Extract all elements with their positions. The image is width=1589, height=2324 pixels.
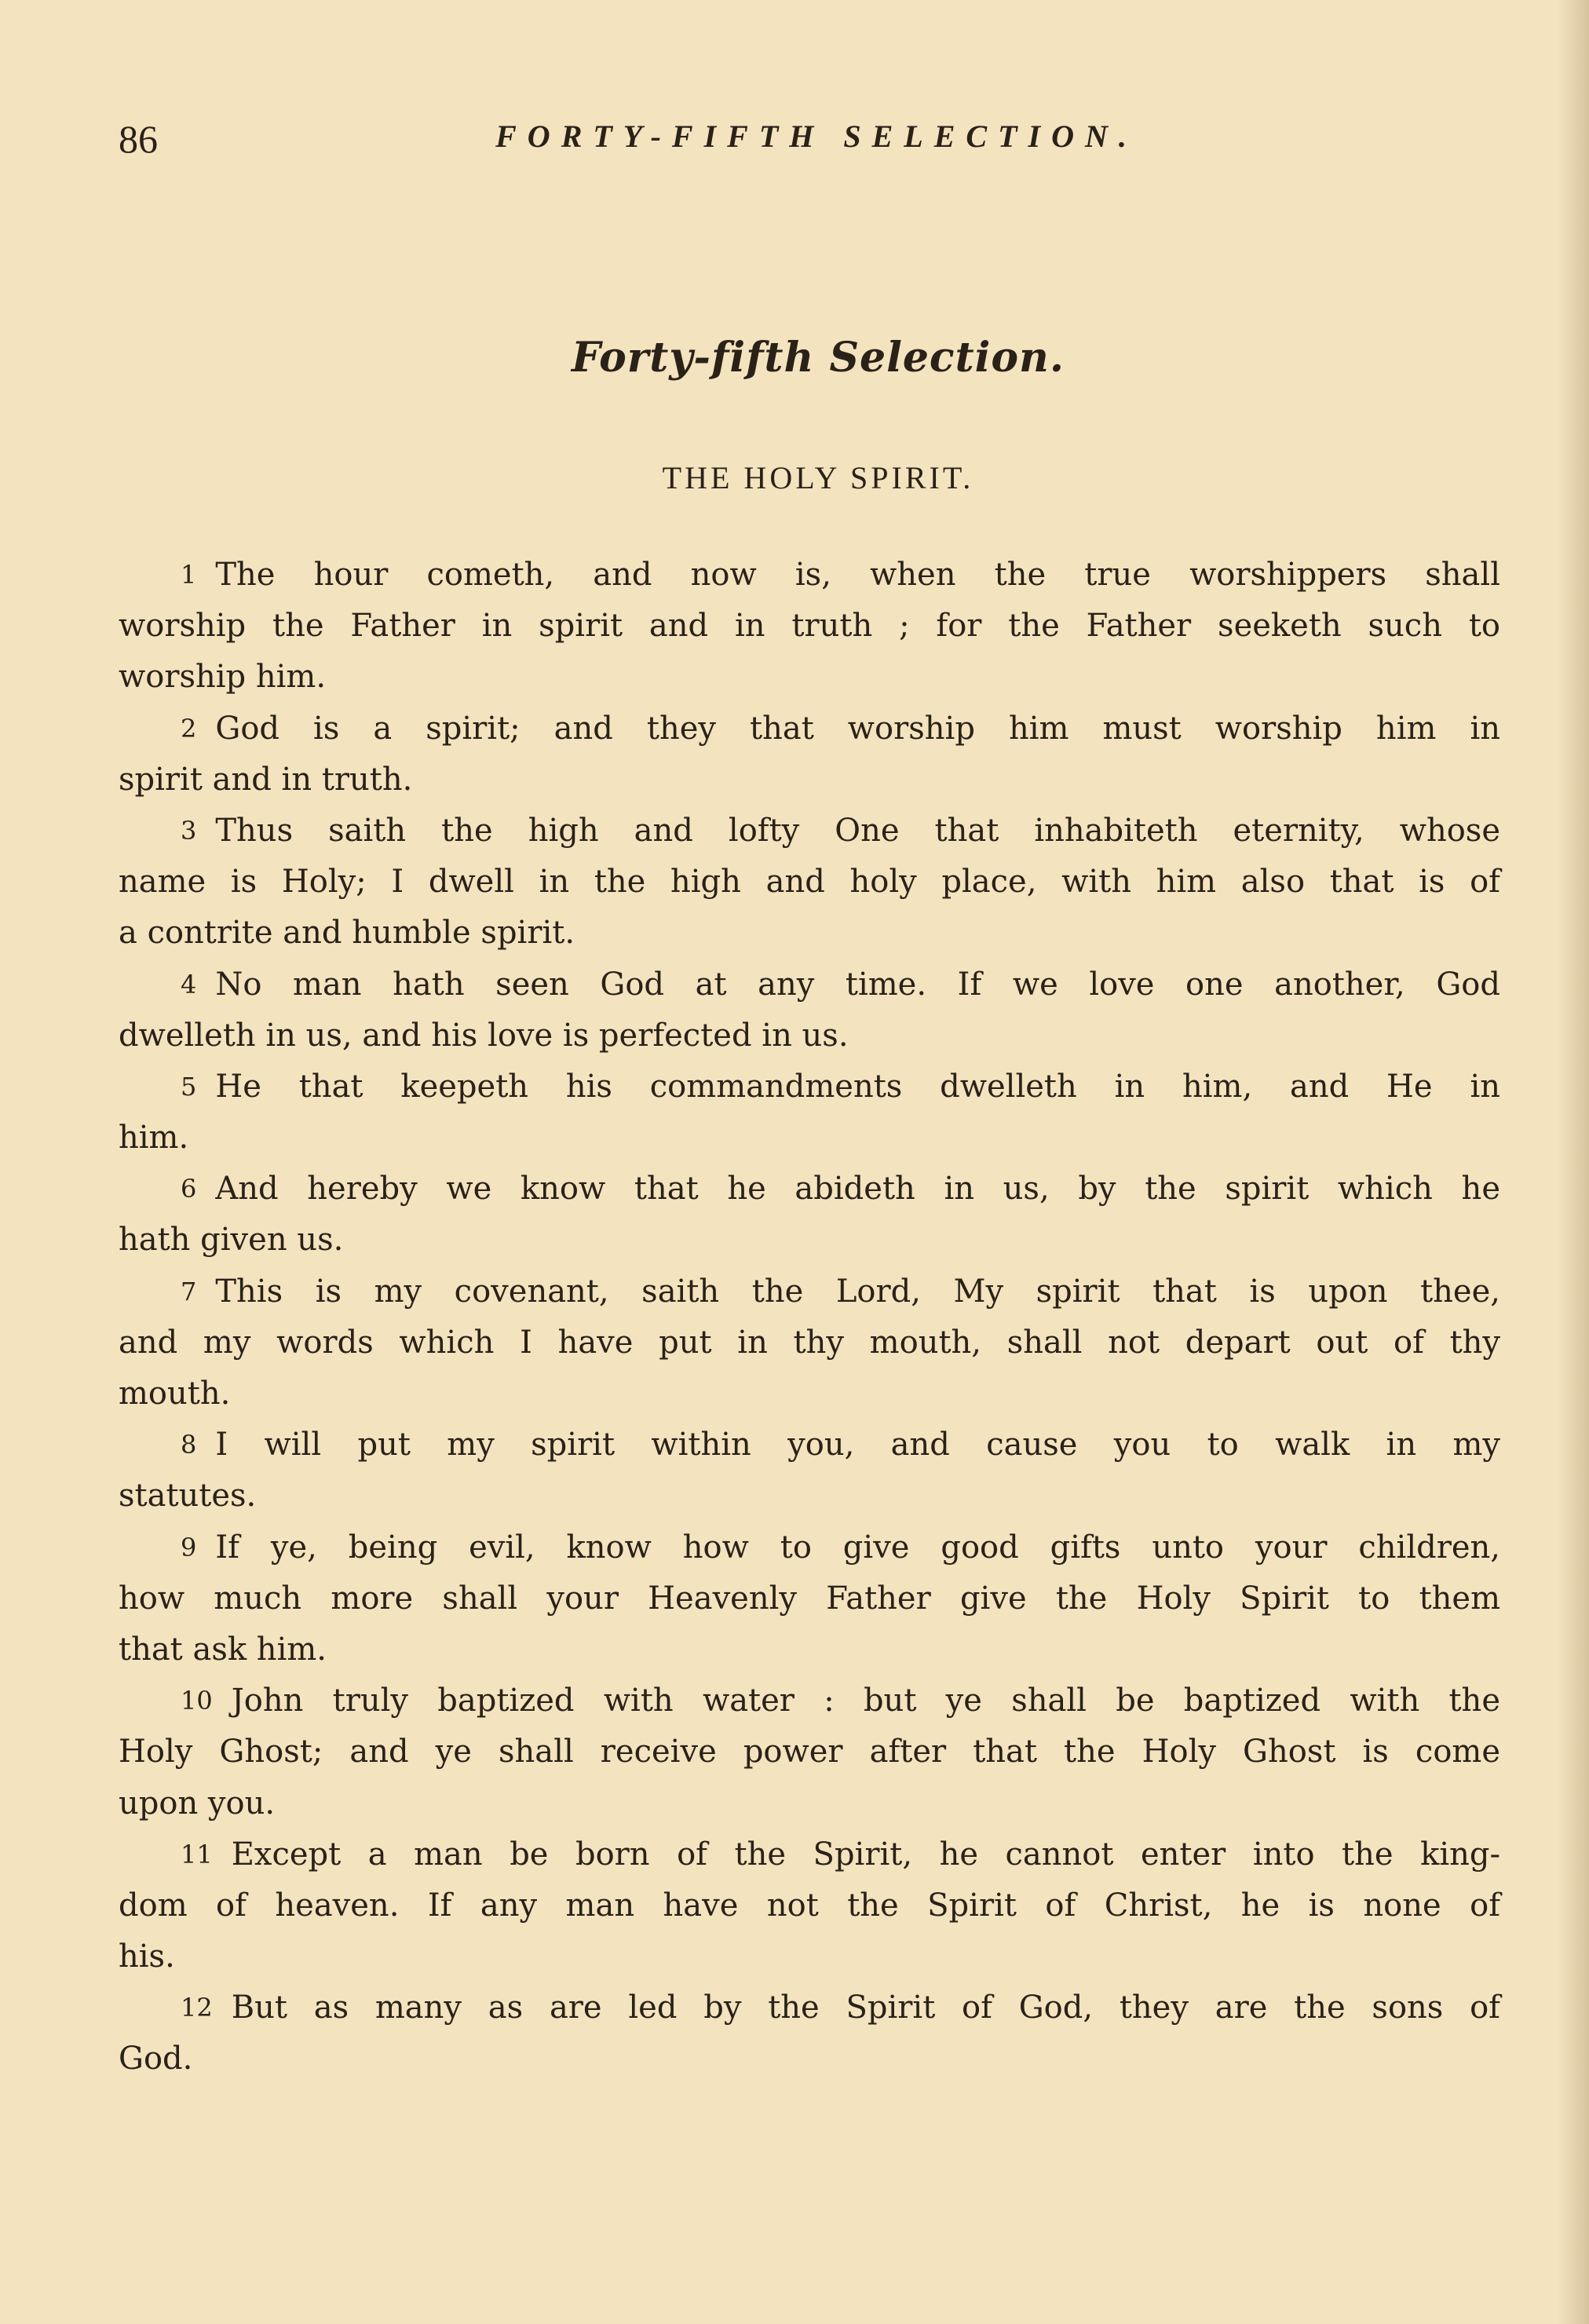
verse-text: his. [119, 1938, 175, 1975]
verse-number: 1 [181, 560, 197, 590]
verse-line [119, 1727, 1500, 1778]
verse-body [119, 550, 1500, 2085]
verse-text: I will put my spirit within you, and cause you to walk in my [215, 1427, 1500, 1463]
verse-text: him. [119, 1120, 189, 1157]
verse-text: And hereby we know that he abideth in us, by the spirit which he [215, 1171, 1500, 1208]
verse-text: God is a spirit; and they that worship him must worship him in [215, 710, 1500, 747]
verse-text: a contrite and humble spirit. [119, 915, 575, 952]
verse-text: upon you. [119, 1785, 276, 1822]
verse-number: 3 [181, 815, 197, 846]
verse-text: John truly baptized with water : but ye shall be baptized with the [231, 1683, 1500, 1719]
selection-subtitle: THE HOLY SPIRIT. [662, 460, 974, 495]
verse-text: spirit and in truth. [119, 761, 413, 798]
verse-text: hath given us. [119, 1222, 344, 1259]
selection-title: Forty-fifth Selection. [572, 334, 1065, 382]
verse-text: He that keepeth his commandments dwelleth in him, and He in [215, 1068, 1500, 1105]
verse-text: worship the Father in spirit and in truth ; for the Father seeketh such to [119, 608, 1500, 645]
verse-text: name is Holy; I dwell in the high and holy place, with him also that is of [119, 864, 1500, 901]
verse-line [119, 1675, 1500, 1727]
verse-line [119, 652, 1500, 703]
verse-line [119, 959, 1500, 1010]
verse-text: mouth. [119, 1376, 231, 1412]
verse-line [119, 1368, 1500, 1420]
verse-line [119, 1982, 1500, 2034]
verse-line [119, 1266, 1500, 1317]
verse-number: 8 [181, 1430, 197, 1460]
verse-text: how much more shall your Heavenly Father give the Holy Spirit to them [119, 1580, 1500, 1617]
verse-line [119, 1113, 1500, 1164]
verse-line [119, 1215, 1500, 1266]
verse-line [119, 703, 1500, 755]
verse-line [119, 755, 1500, 806]
verse-text: dwelleth in us, and his love is perfected in us. [119, 1017, 849, 1054]
verse-line [119, 1471, 1500, 1522]
verse-number: 4 [181, 969, 197, 999]
verse-text: If ye, being evil, know how to give good gifts unto your children, [215, 1529, 1500, 1566]
verse-text: Thus saith the high and lofty One that inhabiteth eternity, whose [215, 812, 1500, 849]
verse-line [119, 550, 1500, 601]
verse-line [119, 1778, 1500, 1829]
verse-text: No man hath seen God at any time. If we love one another, God [215, 966, 1500, 1003]
verse-line [119, 2034, 1500, 2085]
verse-line [119, 908, 1500, 959]
verse-number: 7 [181, 1276, 197, 1306]
verse-text: But as many as are led by the Spirit of God, they are the sons of [231, 1990, 1500, 2026]
verse-number: 11 [181, 1839, 213, 1869]
verse-number: 2 [181, 713, 197, 744]
verse-line [119, 1624, 1500, 1675]
verse-line [119, 1522, 1500, 1573]
running-header: FORTY-FIFTH SELECTION. [495, 119, 1138, 154]
verse-line [119, 601, 1500, 652]
verse-line [119, 857, 1500, 908]
verse-text: Holy Ghost; and ye shall receive power after that the Holy Ghost is come [119, 1734, 1500, 1770]
verse-line [119, 1573, 1500, 1624]
verse-text: This is my covenant, saith the Lord, My spirit that is upon thee, [215, 1273, 1500, 1310]
verse-number: 9 [181, 1532, 197, 1562]
verse-text: God. [119, 2041, 193, 2077]
page-number: 86 [119, 117, 158, 161]
verse-line [119, 1010, 1500, 1062]
verse-number: 5 [181, 1071, 197, 1102]
verse-line [119, 1062, 1500, 1113]
verse-number: 12 [181, 1993, 213, 2023]
verse-number: 6 [181, 1174, 197, 1204]
verse-text: dom of heaven. If any man have not the Spirit of Christ, he is none of [119, 1887, 1500, 1924]
verse-text: The hour cometh, and now is, when the true worshippers shall [215, 557, 1500, 593]
verse-line [119, 1829, 1500, 1880]
verse-text: worship him. [119, 659, 327, 696]
verse-line [119, 1420, 1500, 1471]
verse-text: Except a man be born of the Spirit, he cannot enter into the king- [231, 1836, 1500, 1873]
verse-text: that ask him. [119, 1631, 327, 1668]
verse-text: statutes. [119, 1478, 257, 1515]
verse-line [119, 806, 1500, 857]
verse-text: and my words which I have put in thy mouth, shall not depart out of thy [119, 1324, 1500, 1361]
verse-number: 10 [181, 1686, 213, 1716]
verse-line [119, 1880, 1500, 1931]
verse-line [119, 1931, 1500, 1982]
verse-line [119, 1164, 1500, 1215]
verse-line [119, 1317, 1500, 1368]
